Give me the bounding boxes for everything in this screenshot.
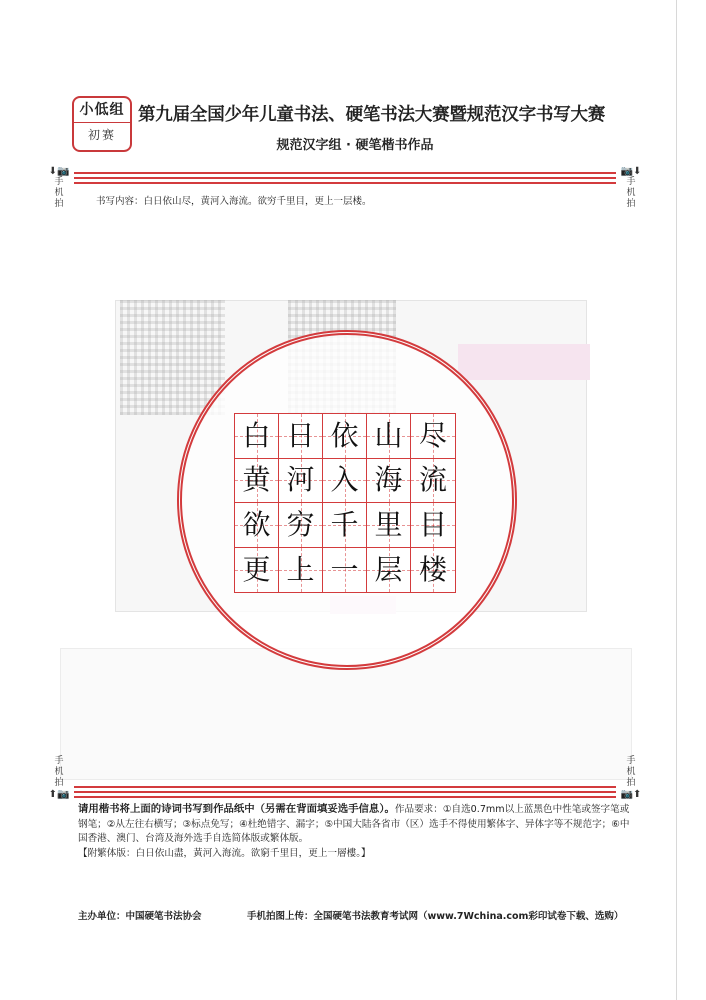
upload-note: 手机拍图上传：全国硬笔书法教育考试网（www.7Wchina.com彩印试卷下载、选购） bbox=[247, 911, 624, 922]
ghost-qr-left bbox=[120, 300, 225, 415]
grid-cell: 千 bbox=[323, 503, 367, 548]
camera-icon: ⬇📷 bbox=[48, 166, 70, 177]
organizer: 主办单位：中国硬笔书法协会 bbox=[78, 911, 202, 922]
grid-cell: 流 bbox=[411, 459, 455, 504]
grid-cell: 日 bbox=[279, 414, 323, 459]
instructions-block bbox=[78, 802, 630, 861]
camera-icon: ⬆📷 bbox=[48, 789, 70, 800]
ghost-pink-block bbox=[458, 344, 590, 380]
camera-icon: 📷⬇ bbox=[620, 166, 642, 177]
corner-top-right bbox=[618, 166, 644, 210]
writing-grid bbox=[234, 413, 456, 593]
contest-title: 第九届全国少年儿童书法、硬笔书法大赛暨规范汉字书写大赛 bbox=[138, 105, 606, 125]
instructions-traditional: 【附繁体版：白日依山盡，黃河入海流。欲窮千里目，更上一層樓。】 bbox=[78, 847, 371, 859]
grid-cell: 穷 bbox=[279, 503, 323, 548]
corner-label: 手机拍 bbox=[54, 756, 64, 788]
grid-cell: 更 bbox=[235, 548, 279, 593]
corner-top-left bbox=[46, 166, 72, 210]
grid-cell: 尽 bbox=[411, 414, 455, 459]
grid-cell: 白 bbox=[235, 414, 279, 459]
contest-subtitle: 规范汉字组 · 硬笔楷书作品 bbox=[276, 138, 434, 153]
bottom-rule-3 bbox=[74, 796, 616, 798]
instructions-lead: 请用楷书将上面的诗词书写到作品纸中（另需在背面填妥选手信息）。 bbox=[78, 803, 395, 815]
writing-content: 书写内容：白日依山尽，黄河入海流。欲穷千里目，更上一层楼。 bbox=[96, 196, 372, 207]
grid-cell: 黄 bbox=[235, 459, 279, 504]
grid-cell: 欲 bbox=[235, 503, 279, 548]
grid-cell: 入 bbox=[323, 459, 367, 504]
grid-cell: 层 bbox=[367, 548, 411, 593]
top-rule-1 bbox=[74, 172, 616, 174]
grid-cell: 河 bbox=[279, 459, 323, 504]
corner-label: 手机拍 bbox=[626, 177, 636, 209]
corner-bottom-left bbox=[46, 756, 72, 800]
grid-cell: 楼 bbox=[411, 548, 455, 593]
instructions-body: 作品要求：①自选0.7mm以上蓝黑色中性笔或签字笔或钢笔；②从左往右横写；③标点免写；④杜绝错字、漏字；⑤中国大陆各省市（区）选手不得使用繁体字、异体字等不规范字；⑥中国香港、澳门、台湾及海外选手自选简体版或繁体版。 bbox=[78, 804, 630, 844]
top-rule-2 bbox=[74, 177, 616, 179]
top-rule-3 bbox=[74, 182, 616, 184]
bottom-rule-1 bbox=[74, 786, 616, 788]
corner-label: 手机拍 bbox=[54, 177, 64, 209]
grid-cell: 依 bbox=[323, 414, 367, 459]
bottom-rule-2 bbox=[74, 791, 616, 793]
group-badge bbox=[72, 96, 132, 152]
camera-icon: 📷⬆ bbox=[620, 789, 642, 800]
corner-label: 手机拍 bbox=[626, 756, 636, 788]
grid-cell: 山 bbox=[367, 414, 411, 459]
grid-cell: 上 bbox=[279, 548, 323, 593]
grid-cell: 海 bbox=[367, 459, 411, 504]
grid-cell: 一 bbox=[323, 548, 367, 593]
grid-cell: 里 bbox=[367, 503, 411, 548]
grid-cell: 目 bbox=[411, 503, 455, 548]
badge-stage: 初赛 bbox=[87, 128, 116, 142]
page-edge-line bbox=[676, 0, 677, 1000]
badge-group: 小低组 bbox=[74, 98, 130, 123]
corner-bottom-right bbox=[618, 756, 644, 800]
